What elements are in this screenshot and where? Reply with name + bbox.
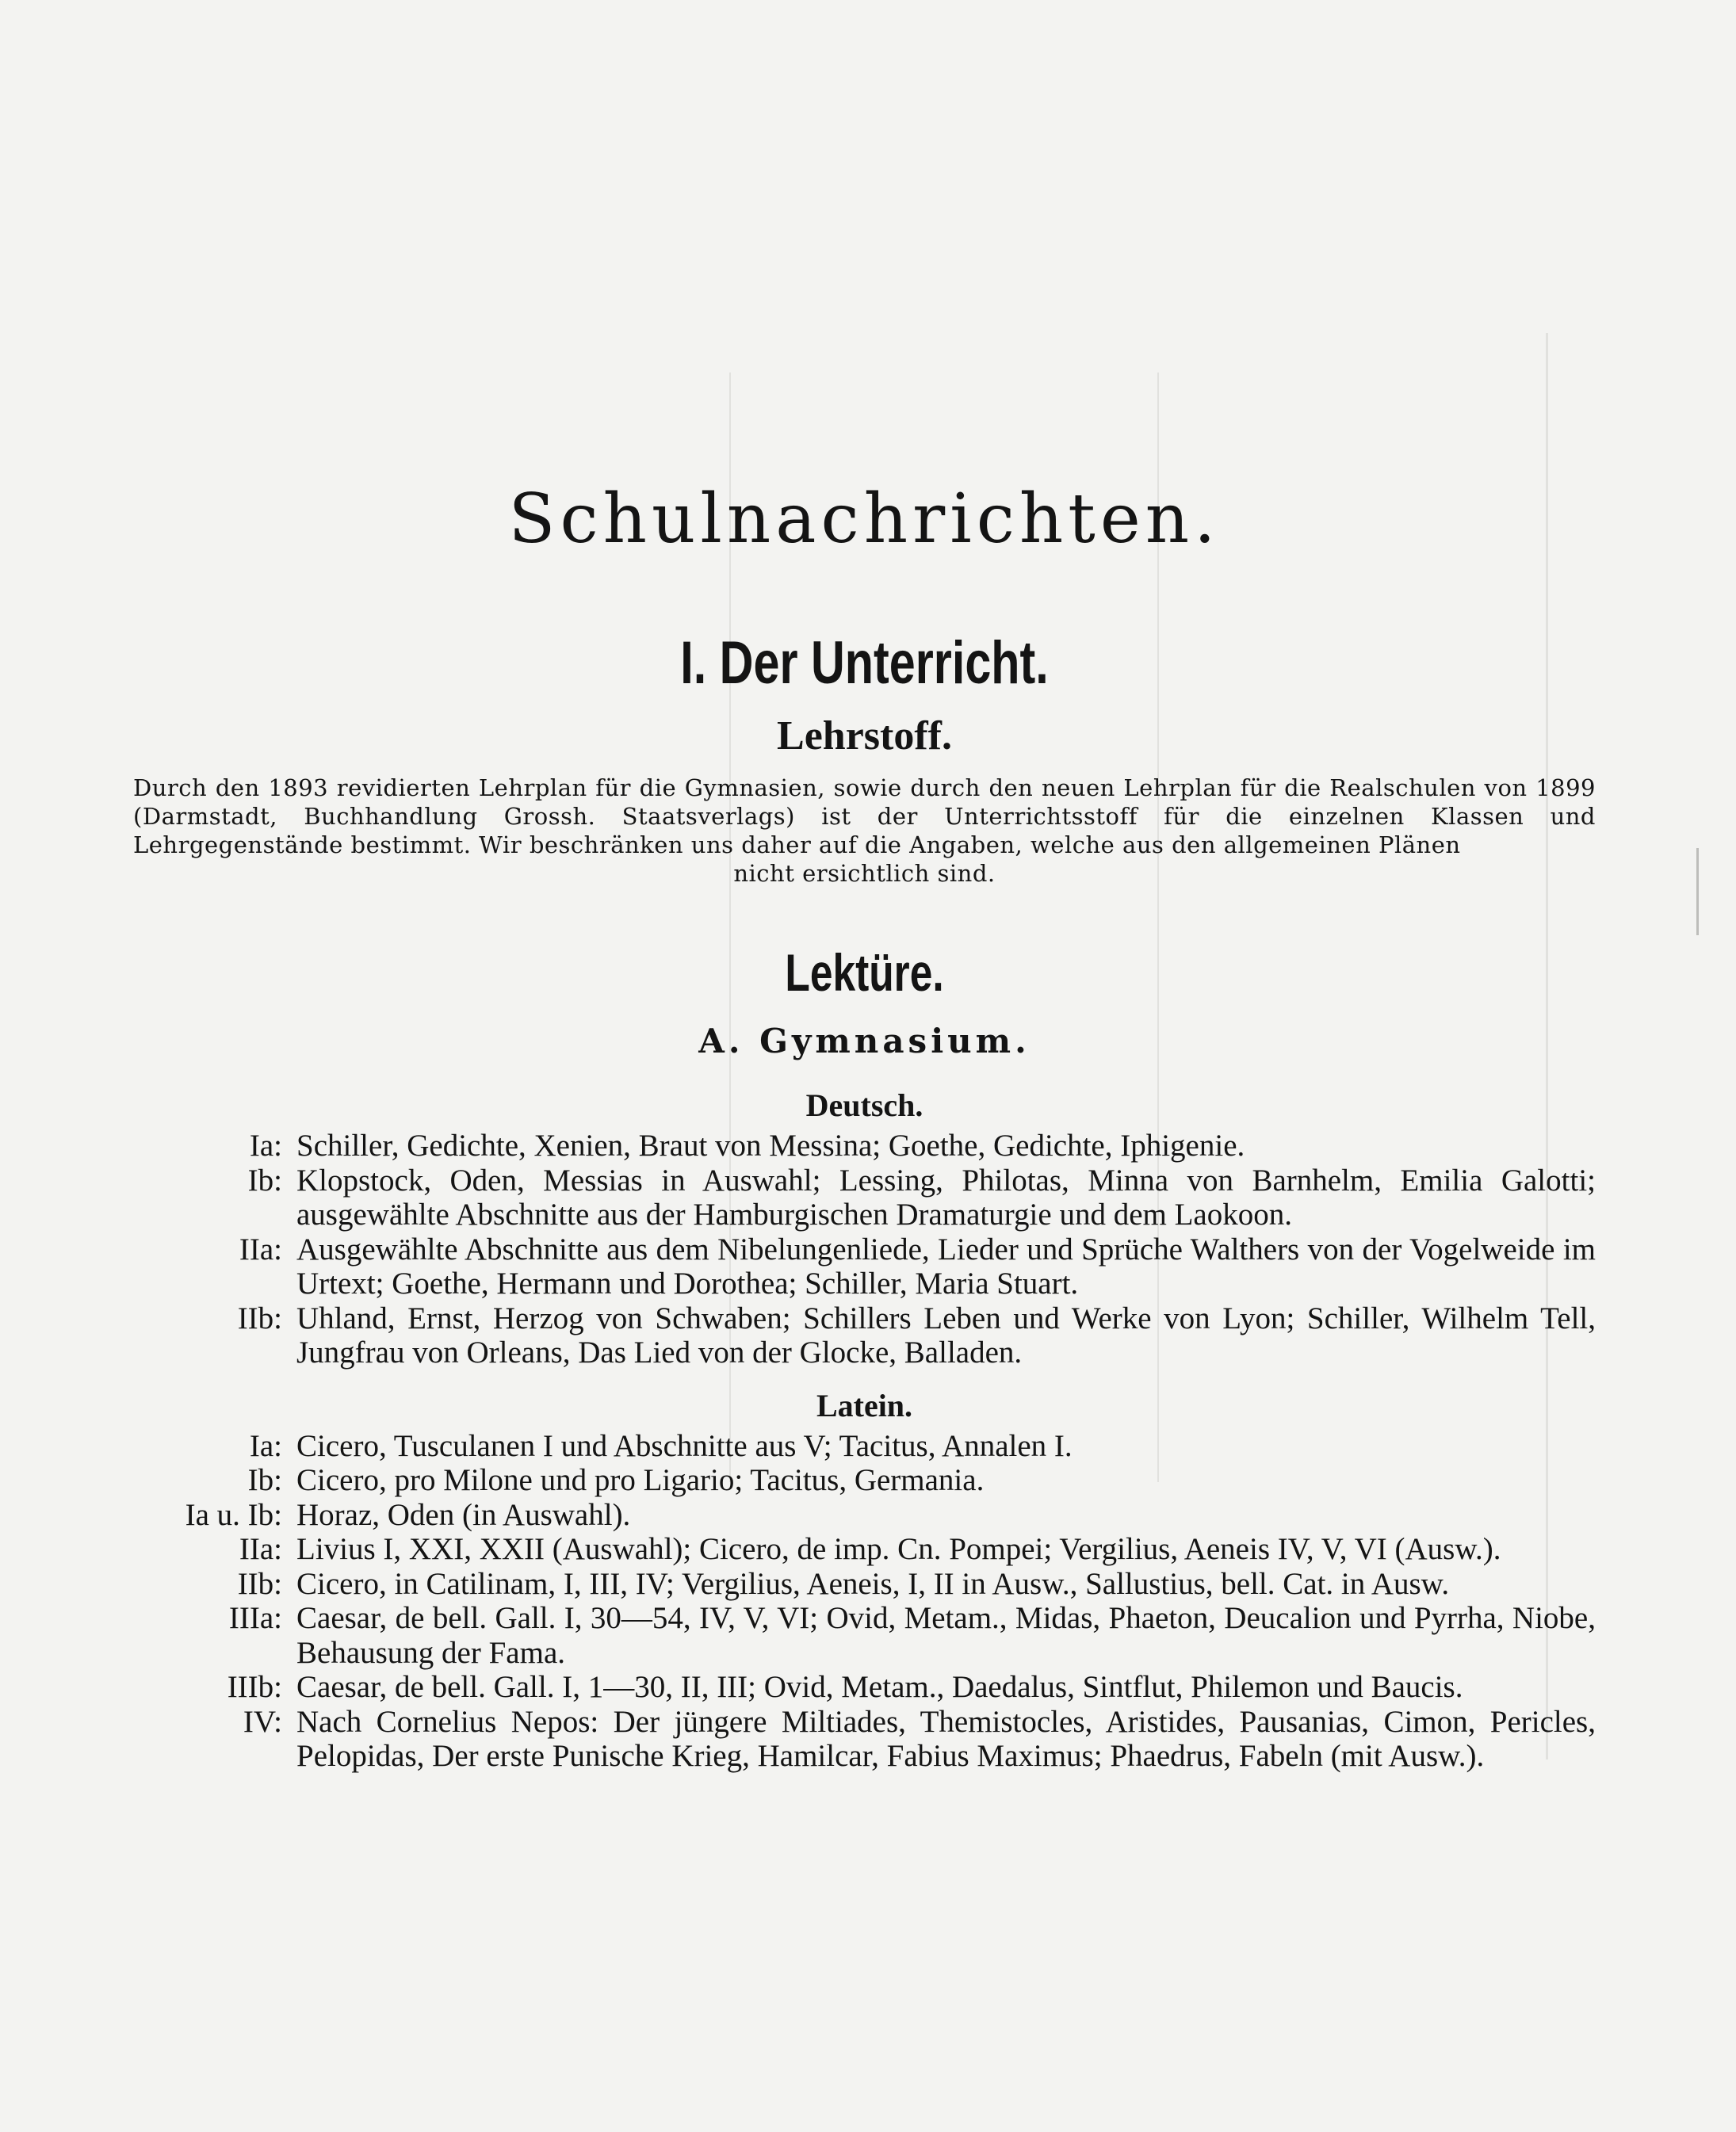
section-heading: I. Der Unterricht. — [680, 629, 1049, 697]
subject-heading-latein: Latein. — [816, 1387, 913, 1423]
reading-text: Livius I, XXI, XXII (Auswahl); Cicero, de imp. Cn. Pompei; Vergilius, Aeneis IV, V, VI (Ausw.). — [296, 1532, 1501, 1566]
reading-entry — [133, 1463, 1596, 1498]
reading-text: Nach Cornelius Nepos: Der jüngere Miltiades, Themistocles, Aristides, Pausanias, Cimon, Pericles, Pelopidas, Der erste Punische Krieg, Hamilcar, Fabius Maximus; Phaedrus, Fabeln (mit Ausw.). — [296, 1704, 1596, 1773]
intro-last-line: nicht ersichtlich sind. — [733, 860, 996, 887]
reading-entry — [133, 1129, 1596, 1163]
gymnasium-heading: A. Gymnasium. — [698, 1022, 1031, 1060]
latein-reading-list — [133, 1429, 1596, 1774]
class-label: IV: — [243, 1704, 282, 1739]
reading-text: Horaz, Oden (in Auswahl). — [296, 1497, 631, 1532]
reading-text: Schiller, Gedichte, Xenien, Braut von Messina; Goethe, Gedichte, Iphigenie. — [296, 1129, 1245, 1163]
reading-text: Cicero, in Catilinam, I, III, IV; Vergilius, Aeneis, I, II in Ausw., Sallustius, bell. Cat. in Ausw. — [296, 1566, 1450, 1601]
reading-entry — [133, 1429, 1596, 1464]
subject-heading-deutsch: Deutsch. — [805, 1087, 923, 1123]
intro-text: Durch den 1893 revidierten Lehrplan für die Gymnasien, sowie durch den neuen Lehrplan für die Realschulen von 1899 (Darmstadt, Buchhandlung Grossh. Staatsverlags) ist der Unterrichtsstoff für die einzelnen Klassen und Lehrgegenstände bestimmt. Wir beschränken uns daher auf die Angaben, welche aus den allgemeinen Plänen — [133, 774, 1596, 858]
lektuere-heading: Lektüre. — [785, 943, 944, 1002]
class-label: IIb: — [237, 1301, 282, 1335]
page-title: Schulnachrichten. — [508, 480, 1221, 559]
page-content — [133, 476, 1596, 1774]
class-label: IIIa: — [228, 1601, 282, 1635]
subsection-heading: Lehrstoff. — [777, 713, 952, 758]
reading-entry — [133, 1601, 1596, 1670]
class-label: Ib: — [247, 1163, 282, 1198]
reading-text: Cicero, pro Milone und pro Ligario; Tacitus, Germania. — [296, 1463, 985, 1497]
class-label: Ib: — [247, 1463, 282, 1497]
class-label: IIb: — [237, 1566, 282, 1601]
class-label: Ia u. Ib: — [185, 1497, 282, 1532]
intro-paragraph — [133, 774, 1596, 888]
class-label: IIa: — [239, 1532, 282, 1566]
deutsch-reading-list — [133, 1129, 1596, 1370]
reading-text: Uhland, Ernst, Herzog von Schwaben; Schillers Leben und Werke von Lyon; Schiller, Wilhelm Tell, Jungfrau von Orleans, Das Lied von der Glocke, Balladen. — [296, 1301, 1596, 1370]
reading-entry — [133, 1498, 1596, 1533]
reading-entry — [133, 1232, 1596, 1301]
class-label: Ia: — [249, 1428, 282, 1463]
reading-entry — [133, 1163, 1596, 1232]
reading-text: Cicero, Tusculanen I und Abschnitte aus V; Tacitus, Annalen I. — [296, 1428, 1073, 1463]
reading-entry — [133, 1532, 1596, 1567]
reading-entry — [133, 1301, 1596, 1370]
reading-entry — [133, 1670, 1596, 1705]
reading-text: Caesar, de bell. Gall. I, 1—30, II, III; Ovid, Metam., Daedalus, Sintflut, Philemon und Baucis. — [296, 1670, 1463, 1704]
reading-text: Klopstock, Oden, Messias in Auswahl; Lessing, Philotas, Minna von Barnhelm, Emilia Galotti; ausgewählte Abschnitte aus der Hamburgischen Dramaturgie und dem Laokoon. — [296, 1163, 1596, 1232]
class-label: Ia: — [249, 1129, 282, 1163]
reading-text: Ausgewählte Abschnitte aus dem Nibelungenliede, Lieder und Sprüche Walthers von der Vogelweide im Urtext; Goethe, Hermann und Dorothea; Schiller, Maria Stuart. — [296, 1232, 1596, 1301]
reading-text: Caesar, de bell. Gall. I, 30—54, IV, V, VI; Ovid, Metam., Midas, Phaeton, Deucalion und Pyrrha, Niobe, Behausung der Fama. — [296, 1601, 1596, 1670]
class-label: IIa: — [239, 1232, 282, 1267]
reading-entry — [133, 1705, 1596, 1774]
bleed-through-rule — [1696, 848, 1699, 935]
reading-entry — [133, 1567, 1596, 1602]
class-label: IIIb: — [227, 1670, 282, 1704]
